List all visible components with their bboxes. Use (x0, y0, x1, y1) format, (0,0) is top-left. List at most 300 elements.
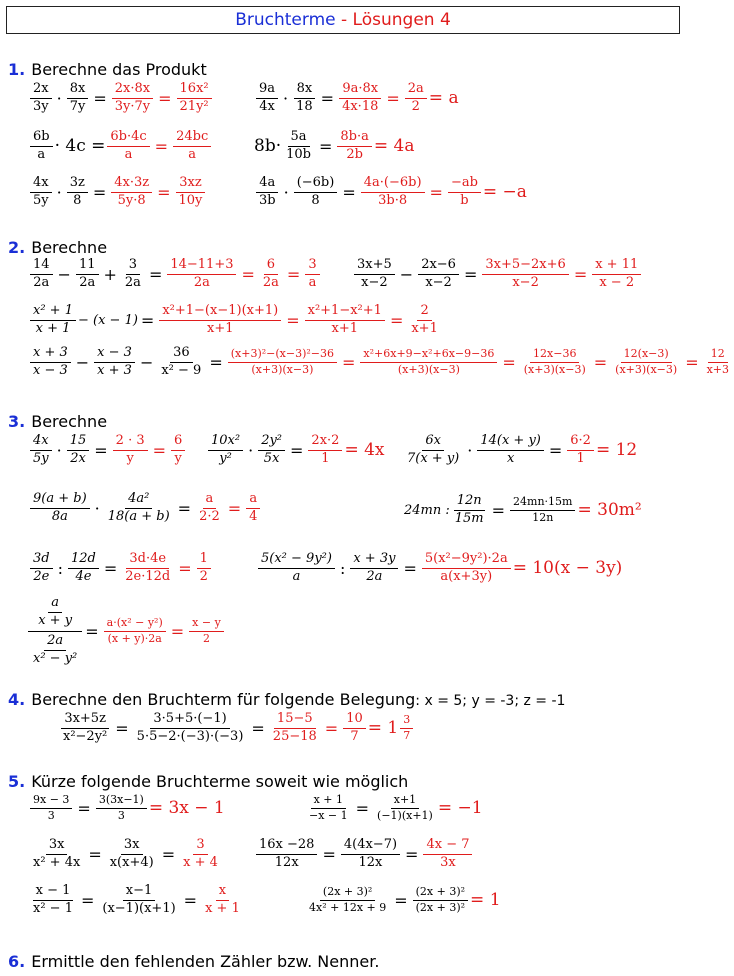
numerator: 2a (44, 634, 66, 651)
numerator: 4(4x−7) (341, 838, 400, 855)
fraction (592, 258, 641, 291)
numerator: (2x + 3)² (320, 886, 375, 901)
fraction (305, 258, 319, 291)
denominator: 2 (202, 631, 210, 645)
fraction (343, 712, 366, 745)
operator: = (342, 352, 356, 372)
numerator: −ab (448, 176, 481, 193)
denominator: 4x·18 (342, 98, 379, 114)
operator: = (685, 352, 699, 372)
fraction (105, 492, 173, 525)
operator: = (148, 264, 163, 284)
numerator: 12n (454, 494, 485, 511)
section-text: Ermittle den fehlenden Zähler bzw. Nenner. (31, 952, 380, 971)
denominator: y² (219, 450, 232, 466)
fraction (337, 130, 371, 163)
operator: = (502, 352, 516, 372)
operator: = (320, 88, 335, 108)
operator: · (56, 88, 62, 108)
denominator: 12x (358, 854, 383, 870)
math-term: 24mn : (404, 502, 450, 518)
numerator: 3 (126, 258, 140, 275)
fraction (256, 82, 278, 115)
denominator: x + 1 (205, 900, 240, 916)
numerator: 2x·2 (308, 434, 342, 451)
section-text: Berechne (31, 238, 108, 257)
numerator: 6 (264, 258, 278, 275)
numerator: 2y² (258, 434, 285, 451)
denominator: x−2 (512, 274, 539, 290)
fraction (94, 346, 135, 379)
numerator: 15−5 (274, 712, 316, 729)
fraction (293, 82, 316, 115)
fraction (30, 634, 80, 667)
numerator: 3d (30, 552, 53, 569)
denominator: 2a (33, 274, 50, 290)
math-term: 8b· (254, 136, 282, 157)
denominator: 15m (454, 510, 484, 526)
fraction (30, 258, 53, 291)
numerator: 1 (197, 552, 211, 569)
s3-exercise-d (28, 492, 262, 525)
denominator: 5y·8 (117, 192, 146, 208)
section-3-heading (8, 412, 107, 431)
s1-exercise-c (28, 130, 213, 163)
operator: = (463, 264, 478, 284)
denominator: 3y (33, 98, 49, 114)
fraction (305, 304, 385, 337)
denominator: 1 (321, 450, 330, 466)
operator: = (286, 264, 301, 284)
operator: = (389, 310, 404, 330)
section-text: Berechne den Bruchterm für folgende Belegung (31, 690, 416, 709)
numerator: 14(x + y) (477, 434, 544, 451)
numerator: (x+3)²−(x−3)²−36 (228, 348, 337, 363)
fraction (35, 596, 75, 629)
s3-exercise-h (28, 596, 226, 667)
section-6-heading (8, 952, 379, 971)
operator: = (140, 310, 155, 330)
numerator: 3x (46, 838, 68, 855)
numerator: 6x (422, 434, 444, 451)
operator: = (355, 798, 370, 818)
denominator: a (37, 146, 46, 162)
denominator: x² − 9 (161, 362, 202, 378)
operator: = (161, 844, 176, 864)
denominator: x²−2y² (63, 728, 108, 744)
section-number: 4. (8, 690, 26, 709)
fraction (308, 434, 342, 467)
operator: = (77, 798, 91, 818)
fraction (30, 346, 71, 379)
title-dash: - (335, 10, 353, 30)
numerator: 3 (400, 714, 413, 729)
math-term: = a (428, 88, 459, 109)
fraction (246, 492, 260, 525)
operator: − (75, 352, 90, 372)
math-term: = −1 (437, 798, 483, 819)
numerator: x²+6x+9−x²+6x−9−36 (360, 348, 497, 363)
s1-exercise-d (254, 130, 414, 163)
numerator: 3x+5z (61, 712, 109, 729)
fraction (122, 552, 173, 585)
numerator: 3·5+5·(−1) (150, 712, 229, 729)
denominator: 5y (33, 192, 49, 208)
denominator: 7 (350, 728, 359, 744)
numerator: 14−11+3 (167, 258, 236, 275)
section-tail: : x = 5; y = -3; z = -1 (415, 693, 566, 709)
operator: = (158, 88, 172, 108)
fraction (405, 82, 427, 115)
operator: − (139, 352, 154, 372)
denominator: x+1 (331, 320, 359, 336)
denominator: 2b (346, 146, 363, 162)
fraction (374, 794, 436, 822)
numerator: 12x−36 (530, 348, 579, 363)
fraction (208, 434, 243, 467)
numerator: 6b (30, 130, 53, 147)
math-term: = 4x (344, 440, 385, 461)
numerator: 12 (708, 348, 728, 363)
operator: = (405, 844, 419, 864)
denominator: 18 (296, 98, 313, 114)
operator: = (154, 136, 169, 156)
denominator: 2x (70, 450, 86, 466)
operator: · (283, 182, 289, 202)
denominator: (−1)(x+1) (377, 808, 433, 822)
denominator: y (174, 450, 182, 466)
s2-exercise-a (28, 258, 322, 291)
denominator: (2x + 3)² (415, 900, 466, 914)
denominator: x + y (38, 612, 73, 628)
operator: = (251, 718, 265, 738)
numerator: x − 3 (94, 346, 135, 363)
numerator: (2x + 3)² (413, 886, 468, 901)
section-number: 3. (8, 412, 26, 431)
section-text: Berechne (31, 412, 108, 431)
s2-exercise-c (28, 304, 443, 337)
section-number: 1. (8, 60, 26, 79)
operator: · (248, 440, 254, 460)
denominator: 8 (311, 192, 320, 208)
denominator: 5x (263, 450, 280, 466)
fraction (283, 130, 314, 163)
denominator: (x+3)(x−3) (251, 362, 314, 376)
operator: = (152, 440, 167, 460)
numerator: 15 (67, 434, 90, 451)
numerator: 4x·3z (111, 176, 152, 193)
fraction (197, 552, 211, 585)
fraction (122, 258, 144, 291)
fraction (167, 258, 236, 291)
denominator: y (126, 450, 134, 466)
fraction (306, 886, 389, 914)
denominator: 2 (199, 568, 208, 584)
numerator: 5a (288, 130, 310, 147)
fraction (30, 552, 53, 585)
numerator: 8b·a (337, 130, 371, 147)
operator: = (342, 182, 356, 202)
s5-exercise-e (28, 884, 245, 917)
s1-exercise-b (254, 82, 459, 115)
denominator: 25−18 (272, 728, 317, 744)
denominator: x + 4 (183, 854, 218, 870)
operator: · (56, 182, 62, 202)
fraction (260, 258, 282, 291)
operator: = (209, 352, 223, 372)
denominator: 3 (117, 808, 125, 822)
fraction (202, 884, 243, 917)
fraction (413, 886, 468, 914)
denominator: (x+3)(x−3) (615, 362, 678, 376)
numerator: 3 (193, 838, 207, 855)
fraction (171, 434, 185, 467)
section-5-heading (8, 772, 408, 791)
denominator: −x − 1 (309, 808, 348, 822)
math-term: · 4c = (54, 136, 106, 157)
numerator: 16x² (177, 82, 212, 99)
s3-exercise-a (28, 434, 187, 467)
math-term: = 10(x − 3y) (512, 558, 623, 579)
denominator: 5y (33, 450, 49, 466)
numerator: a (203, 492, 217, 509)
denominator: x² + 4x (33, 854, 81, 870)
title-box (6, 6, 680, 34)
operator: · (283, 88, 289, 108)
denominator: 10b (286, 146, 311, 162)
denominator: x − 3 (33, 362, 68, 378)
denominator: 3y·7y (114, 98, 151, 114)
fraction (67, 82, 89, 115)
compound-fraction (28, 596, 82, 667)
fraction (228, 348, 337, 376)
operator: = (394, 890, 408, 910)
denominator: 2e·12d (125, 568, 171, 584)
fraction (30, 794, 72, 822)
denominator: x − 2 (599, 274, 635, 290)
fraction (112, 82, 153, 115)
denominator: 8 (73, 192, 82, 208)
denominator: 2a (79, 274, 96, 290)
fraction (404, 434, 462, 467)
numerator: x − y (189, 617, 224, 632)
numerator: x + 11 (592, 258, 641, 275)
fraction (482, 258, 568, 291)
numerator: 24mn·15m (510, 496, 575, 511)
fraction (99, 884, 178, 917)
title-sub: Lösungen 4 (352, 10, 451, 30)
s5-exercise-a (28, 794, 225, 822)
numerator: 2a (405, 82, 427, 99)
operator: − (399, 264, 414, 284)
operator: = (324, 718, 339, 738)
numerator: a (246, 492, 260, 509)
operator: = (386, 88, 400, 108)
fraction (477, 434, 544, 467)
operator: = (290, 440, 304, 460)
denominator: x(x+4) (109, 854, 154, 870)
s3-exercise-e (404, 494, 642, 527)
numerator: 4a (256, 176, 278, 193)
fraction (30, 82, 52, 115)
fraction (422, 552, 511, 585)
numerator: 3 (305, 258, 319, 275)
denominator: x + 1 (35, 320, 71, 336)
operator: = (573, 264, 588, 284)
numerator: 9x − 3 (30, 794, 72, 809)
section-number: 6. (8, 952, 26, 971)
fraction (521, 348, 589, 376)
fraction (60, 712, 110, 745)
fraction (176, 176, 206, 209)
denominator: 2a (262, 274, 279, 290)
numerator: 4a² (125, 492, 152, 509)
fraction (350, 552, 398, 585)
math-term: = 3x − 1 (148, 798, 225, 819)
fraction (113, 434, 148, 467)
denominator: x² − y² (33, 650, 78, 666)
fraction (294, 176, 338, 209)
s3-exercise-f (28, 552, 213, 585)
fraction (76, 258, 99, 291)
denominator: b (460, 192, 469, 208)
fraction-bar (28, 631, 82, 632)
numerator: x²+1−(x−1)(x+1) (159, 304, 281, 321)
denominator: 4 (249, 508, 258, 524)
operator: = (183, 890, 198, 910)
numerator: x+1 (391, 794, 419, 809)
s5-exercise-b (304, 794, 483, 822)
s1-exercise-a (28, 82, 214, 115)
fraction (256, 838, 317, 871)
fraction (196, 492, 223, 525)
denominator: 12x (274, 854, 299, 870)
fraction (306, 794, 351, 822)
numerator: 5(x² − 9y²) (258, 552, 335, 569)
denominator: 3x (440, 854, 456, 870)
numerator: x + 3y (350, 552, 398, 569)
denominator: 1 (576, 450, 585, 466)
numerator: 3z (67, 176, 88, 193)
math-term: = 1 (367, 718, 399, 739)
fraction (612, 348, 680, 376)
numerator: 2 (417, 304, 431, 321)
operator: − (57, 264, 71, 284)
operator: · (94, 498, 100, 518)
numerator: 3x+5 (354, 258, 395, 275)
fraction (30, 130, 53, 163)
fraction (158, 346, 204, 379)
operator: = (178, 558, 192, 578)
numerator: 6·2 (567, 434, 594, 451)
operator: : (57, 558, 63, 578)
fraction (104, 617, 166, 645)
section-text: Kürze folgende Bruchterme soweit wie möglich (31, 772, 409, 791)
numerator: x (216, 884, 229, 901)
fraction (30, 492, 90, 525)
fraction (30, 304, 76, 337)
fraction (258, 434, 285, 467)
denominator: x+3 (706, 362, 730, 376)
numerator: 2x−6 (418, 258, 459, 275)
math-term: = 4a (373, 136, 415, 157)
denominator: a (188, 146, 197, 162)
numerator: 4x (30, 434, 52, 451)
operator: = (92, 182, 107, 202)
numerator: 4a·(−6b) (361, 176, 425, 193)
denominator: 2a (366, 568, 383, 584)
numerator: 10x² (208, 434, 243, 451)
operator: = (491, 500, 506, 520)
denominator: 2e (33, 568, 50, 584)
operator: : (339, 558, 346, 578)
operator: = (318, 136, 333, 156)
s3-exercise-b (206, 434, 385, 467)
operator: = (548, 440, 563, 460)
denominator: x+1 (207, 320, 234, 336)
numerator: 2 · 3 (113, 434, 148, 451)
section-1-heading (8, 60, 207, 79)
s3-exercise-g (256, 552, 622, 585)
operator: + (103, 264, 117, 284)
denominator: 4x (259, 98, 275, 114)
math-term: = 12 (595, 440, 638, 461)
operator: = (429, 182, 443, 202)
operator: = (94, 440, 108, 460)
fraction (448, 176, 481, 209)
s1-exercise-f (254, 176, 527, 209)
denominator: 4e (75, 568, 92, 584)
operator: = (177, 498, 192, 518)
operator: = (170, 621, 185, 641)
denominator: 12n (532, 510, 554, 524)
fraction (704, 348, 732, 376)
fraction (30, 838, 83, 871)
fraction (418, 258, 459, 291)
denominator: 5·5−2·(−3)·(−3) (136, 728, 244, 744)
denominator: a (292, 568, 301, 584)
fraction (111, 176, 152, 209)
operator: = (103, 558, 118, 578)
numerator: 3d·4e (126, 552, 169, 569)
denominator: 3 (47, 808, 55, 822)
denominator: 2 (411, 98, 420, 114)
operator: = (85, 621, 99, 641)
numerator: 5(x²−9y²)·2a (422, 552, 511, 569)
numerator: 3xz (176, 176, 204, 193)
numerator: 8x (294, 82, 316, 99)
operator: = (227, 498, 242, 518)
fraction (354, 258, 395, 291)
denominator: 2a (124, 274, 141, 290)
denominator: 2·2 (199, 508, 220, 524)
s2-exercise-b (352, 258, 643, 291)
numerator: 4x (30, 176, 52, 193)
operator: = (286, 310, 300, 330)
fraction (96, 794, 147, 822)
math-term: = 1 (470, 890, 501, 911)
s4-exercise (58, 712, 415, 745)
s5-exercise-d (254, 838, 474, 871)
numerator: 6b·4c (107, 130, 149, 147)
fraction (107, 130, 149, 163)
denominator: 10y (178, 192, 203, 208)
numerator: 4x − 7 (423, 838, 472, 855)
numerator: 9a (256, 82, 278, 99)
numerator: 6 (171, 434, 185, 451)
fraction (361, 176, 425, 209)
operator: · (467, 440, 473, 460)
